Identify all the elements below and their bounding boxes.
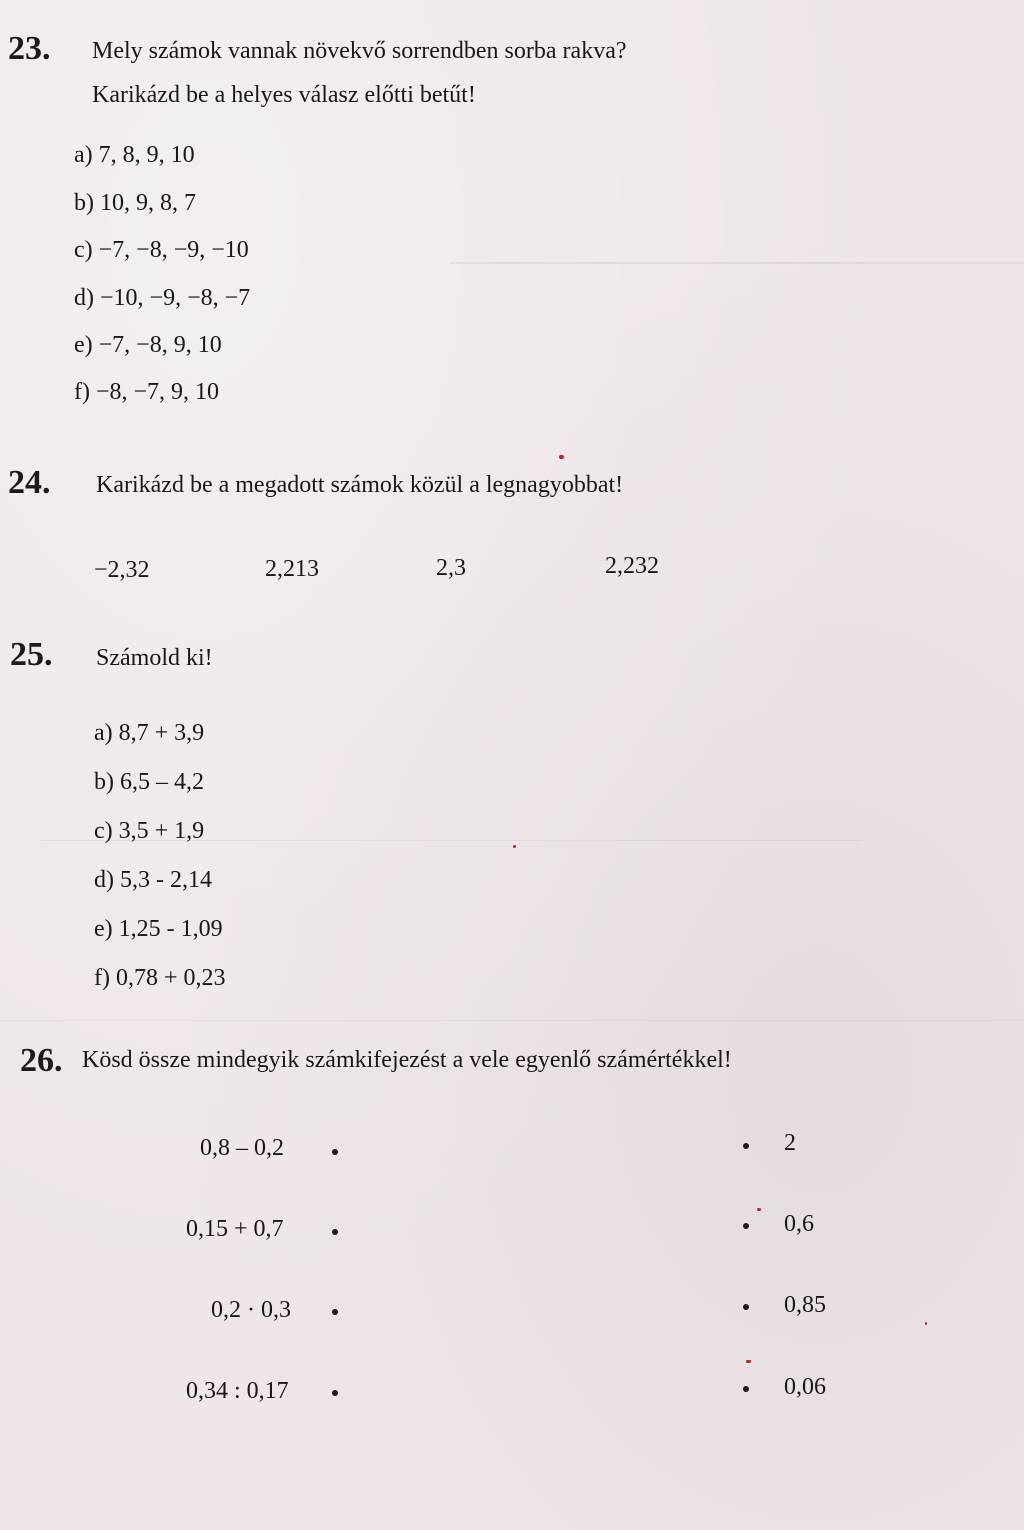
answer-option-b[interactable]: b) 10, 9, 8, 7 [74,190,196,216]
connection-point[interactable] [743,1143,749,1149]
answer-option-a[interactable]: a) 7, 8, 9, 10 [74,142,195,168]
question-prompt: Mely számok vannak növekvő sorrendben sorba rakva? [92,38,627,64]
calculation-item: d) 5,3 - 2,14 [94,867,212,893]
question-prompt: Számold ki! [96,645,213,671]
connection-point[interactable] [743,1304,749,1310]
connection-point[interactable] [332,1229,338,1235]
connection-point[interactable] [332,1309,338,1315]
number-choice[interactable]: −2,32 [94,557,150,583]
answer-option-e[interactable]: e) −7, −8, 9, 10 [74,332,222,358]
expression-item: 0,15 + 0,7 [186,1216,284,1242]
question-prompt: Karikázd be a megadott számok közül a legnagyobbat! [96,472,624,498]
connection-point[interactable] [743,1386,749,1392]
calculation-item: e) 1,25 - 1,09 [94,916,223,942]
result-value: 0,6 [784,1211,814,1237]
result-value: 0,06 [784,1374,826,1400]
expression-item: 0,2 · 0,3 [211,1297,291,1323]
number-choice[interactable]: 2,213 [265,556,319,582]
question-number: 26. [20,1042,63,1079]
calculation-item: f) 0,78 + 0,23 [94,965,226,991]
question-instruction: Karikázd be a helyes válasz előtti betűt! [92,82,476,108]
ink-speck [925,1322,927,1325]
result-value: 0,85 [784,1292,826,1318]
ink-speck [559,455,564,459]
question-number: 23. [8,30,51,67]
answer-option-f[interactable]: f) −8, −7, 9, 10 [74,379,220,405]
calculation-item: b) 6,5 – 4,2 [94,769,204,795]
ink-speck [746,1360,751,1363]
result-value: 2 [784,1130,796,1156]
question-number: 24. [8,464,51,501]
expression-item: 0,34 : 0,17 [186,1378,289,1404]
calculation-item: a) 8,7 + 3,9 [94,720,205,746]
connection-point[interactable] [332,1390,338,1396]
connection-point[interactable] [743,1223,749,1229]
expression-item: 0,8 – 0,2 [200,1135,284,1161]
ink-speck [757,1208,761,1211]
number-choice[interactable]: 2,3 [436,555,466,581]
question-prompt: Kösd össze mindegyik számkifejezést a vele egyenlő számértékkel! [82,1047,732,1073]
question-number: 25. [10,636,53,673]
number-choice[interactable]: 2,232 [605,553,659,579]
ink-speck [513,845,516,848]
answer-option-d[interactable]: d) −10, −9, −8, −7 [74,285,251,311]
calculation-item: c) 3,5 + 1,9 [94,818,205,844]
answer-option-c[interactable]: c) −7, −8, −9, −10 [74,237,249,263]
connection-point[interactable] [332,1149,338,1155]
